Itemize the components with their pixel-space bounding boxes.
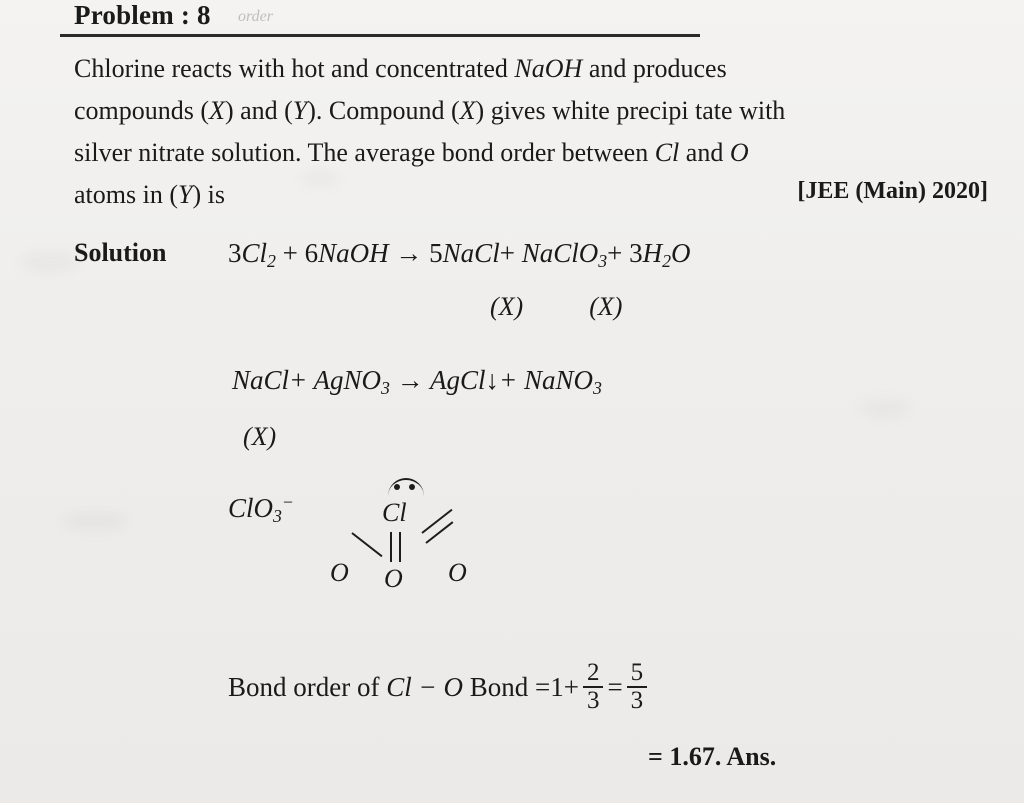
plus-sign: + [282,238,298,268]
bond-order-prefix: Bond order of [228,671,380,702]
chlorate-ion [228,492,294,527]
subscript: 3 [592,377,602,398]
chem-agcl: AgCl [429,365,486,395]
compound-x: X [459,96,476,125]
reaction-arrow: → [396,365,424,395]
compound-x-label: (X) [490,292,524,321]
double-bond-line [421,509,452,534]
product-x-labels [490,292,622,322]
statement-text: Chlorine reacts with hot and concentrated [74,54,508,83]
fraction-denominator: 3 [627,686,648,714]
plus-sign: + [499,238,515,268]
compound-x-label: (X) [589,292,623,321]
precipitate-arrow: ↓ [485,365,499,395]
plus-sign: + [607,238,623,268]
bond-order-calculation [228,660,651,715]
chem-nacl: NaCl [232,365,290,395]
statement-text: ). Compound ( [307,96,460,125]
statement-text: compounds ( [74,96,210,125]
plus-sign: + [289,365,308,395]
faint-background-text: order [238,8,273,25]
chem-cl: Cl [654,138,680,167]
subscript: 2 [267,250,276,271]
equals-sign: = [607,671,623,702]
statement-text: ) and ( [224,96,293,125]
compound-y: Y [292,96,308,125]
statement-line-2 [74,90,986,132]
coefficient: 6 [304,238,319,268]
statement-text: ) gives white precipi tate with [475,96,786,125]
chem-naoh: NaOH [514,54,583,83]
fraction-two-thirds [583,660,604,715]
equation-chlorine-naoh [228,238,691,272]
chem-cl2: Cl [241,238,268,268]
fraction-numerator: 2 [586,659,600,686]
solution-label: Solution [74,238,167,267]
lewis-oxygen-right: O [448,558,467,587]
compound-x: X [209,96,225,125]
equals-expression: =1+ [534,671,579,702]
paper-smudge [60,510,130,532]
statement-line-1 [74,48,986,90]
bond-species: Cl − O [386,671,463,702]
statement-text: ) is [192,180,225,209]
chem-o: O [729,138,749,167]
chem-clo3: ClO [228,492,274,523]
lewis-oxygen-middle: O [384,564,403,593]
lone-pair-icon [386,478,426,498]
lewis-structure-diagram [330,470,510,610]
statement-text: silver nitrate solution. The average bond order between [74,138,649,167]
equation-nacl-agno3 [232,365,602,399]
lewis-center-atom: Cl [382,498,407,527]
coefficient: 5 [429,238,443,268]
lone-pair-dot [409,484,415,490]
subscript: 3 [381,377,390,398]
paper-smudge [860,400,910,418]
fraction-denominator: 3 [583,686,604,714]
single-bond-line [351,532,382,557]
lone-pair-dot [394,484,400,490]
lewis-oxygen-left: O [330,558,349,587]
header-rule [60,34,700,37]
final-answer: = 1.67. Ans. [648,742,777,771]
coefficient: 3 [629,238,643,268]
problem-heading: Problem : 8 [74,0,211,30]
statement-text: atoms in ( [74,180,178,209]
coefficient: 3 [228,238,242,268]
paper-smudge [20,250,80,274]
fraction-five-thirds [627,660,648,715]
reaction-arrow: → [395,238,423,268]
chem-naclo3: NaClO [521,238,599,268]
compound-y: Y [178,180,193,209]
subscript: 2 [662,250,672,271]
chem-h2o: H [642,238,663,268]
chem-o: O [671,238,691,268]
bond-word: Bond [469,671,529,702]
chem-naoh: NaOH [318,238,389,268]
double-bond-line [390,532,392,562]
plus-sign: + [498,365,518,395]
double-bond-line [399,532,401,562]
fraction-numerator: 5 [630,659,644,686]
subscript: 3 [598,250,608,271]
compound-x-label: (X) [243,422,277,451]
subscript: 3 [273,505,282,526]
chem-agno3: AgNO [313,365,382,395]
charge: − [281,492,294,512]
statement-text: and [685,138,724,167]
chem-nacl: NaCl [442,238,500,268]
statement-line-3 [74,132,986,174]
chem-nano3: NaNO [523,365,593,395]
statement-text: and produces [588,54,727,83]
exam-source-tag: [JEE (Main) 2020] [797,178,988,204]
